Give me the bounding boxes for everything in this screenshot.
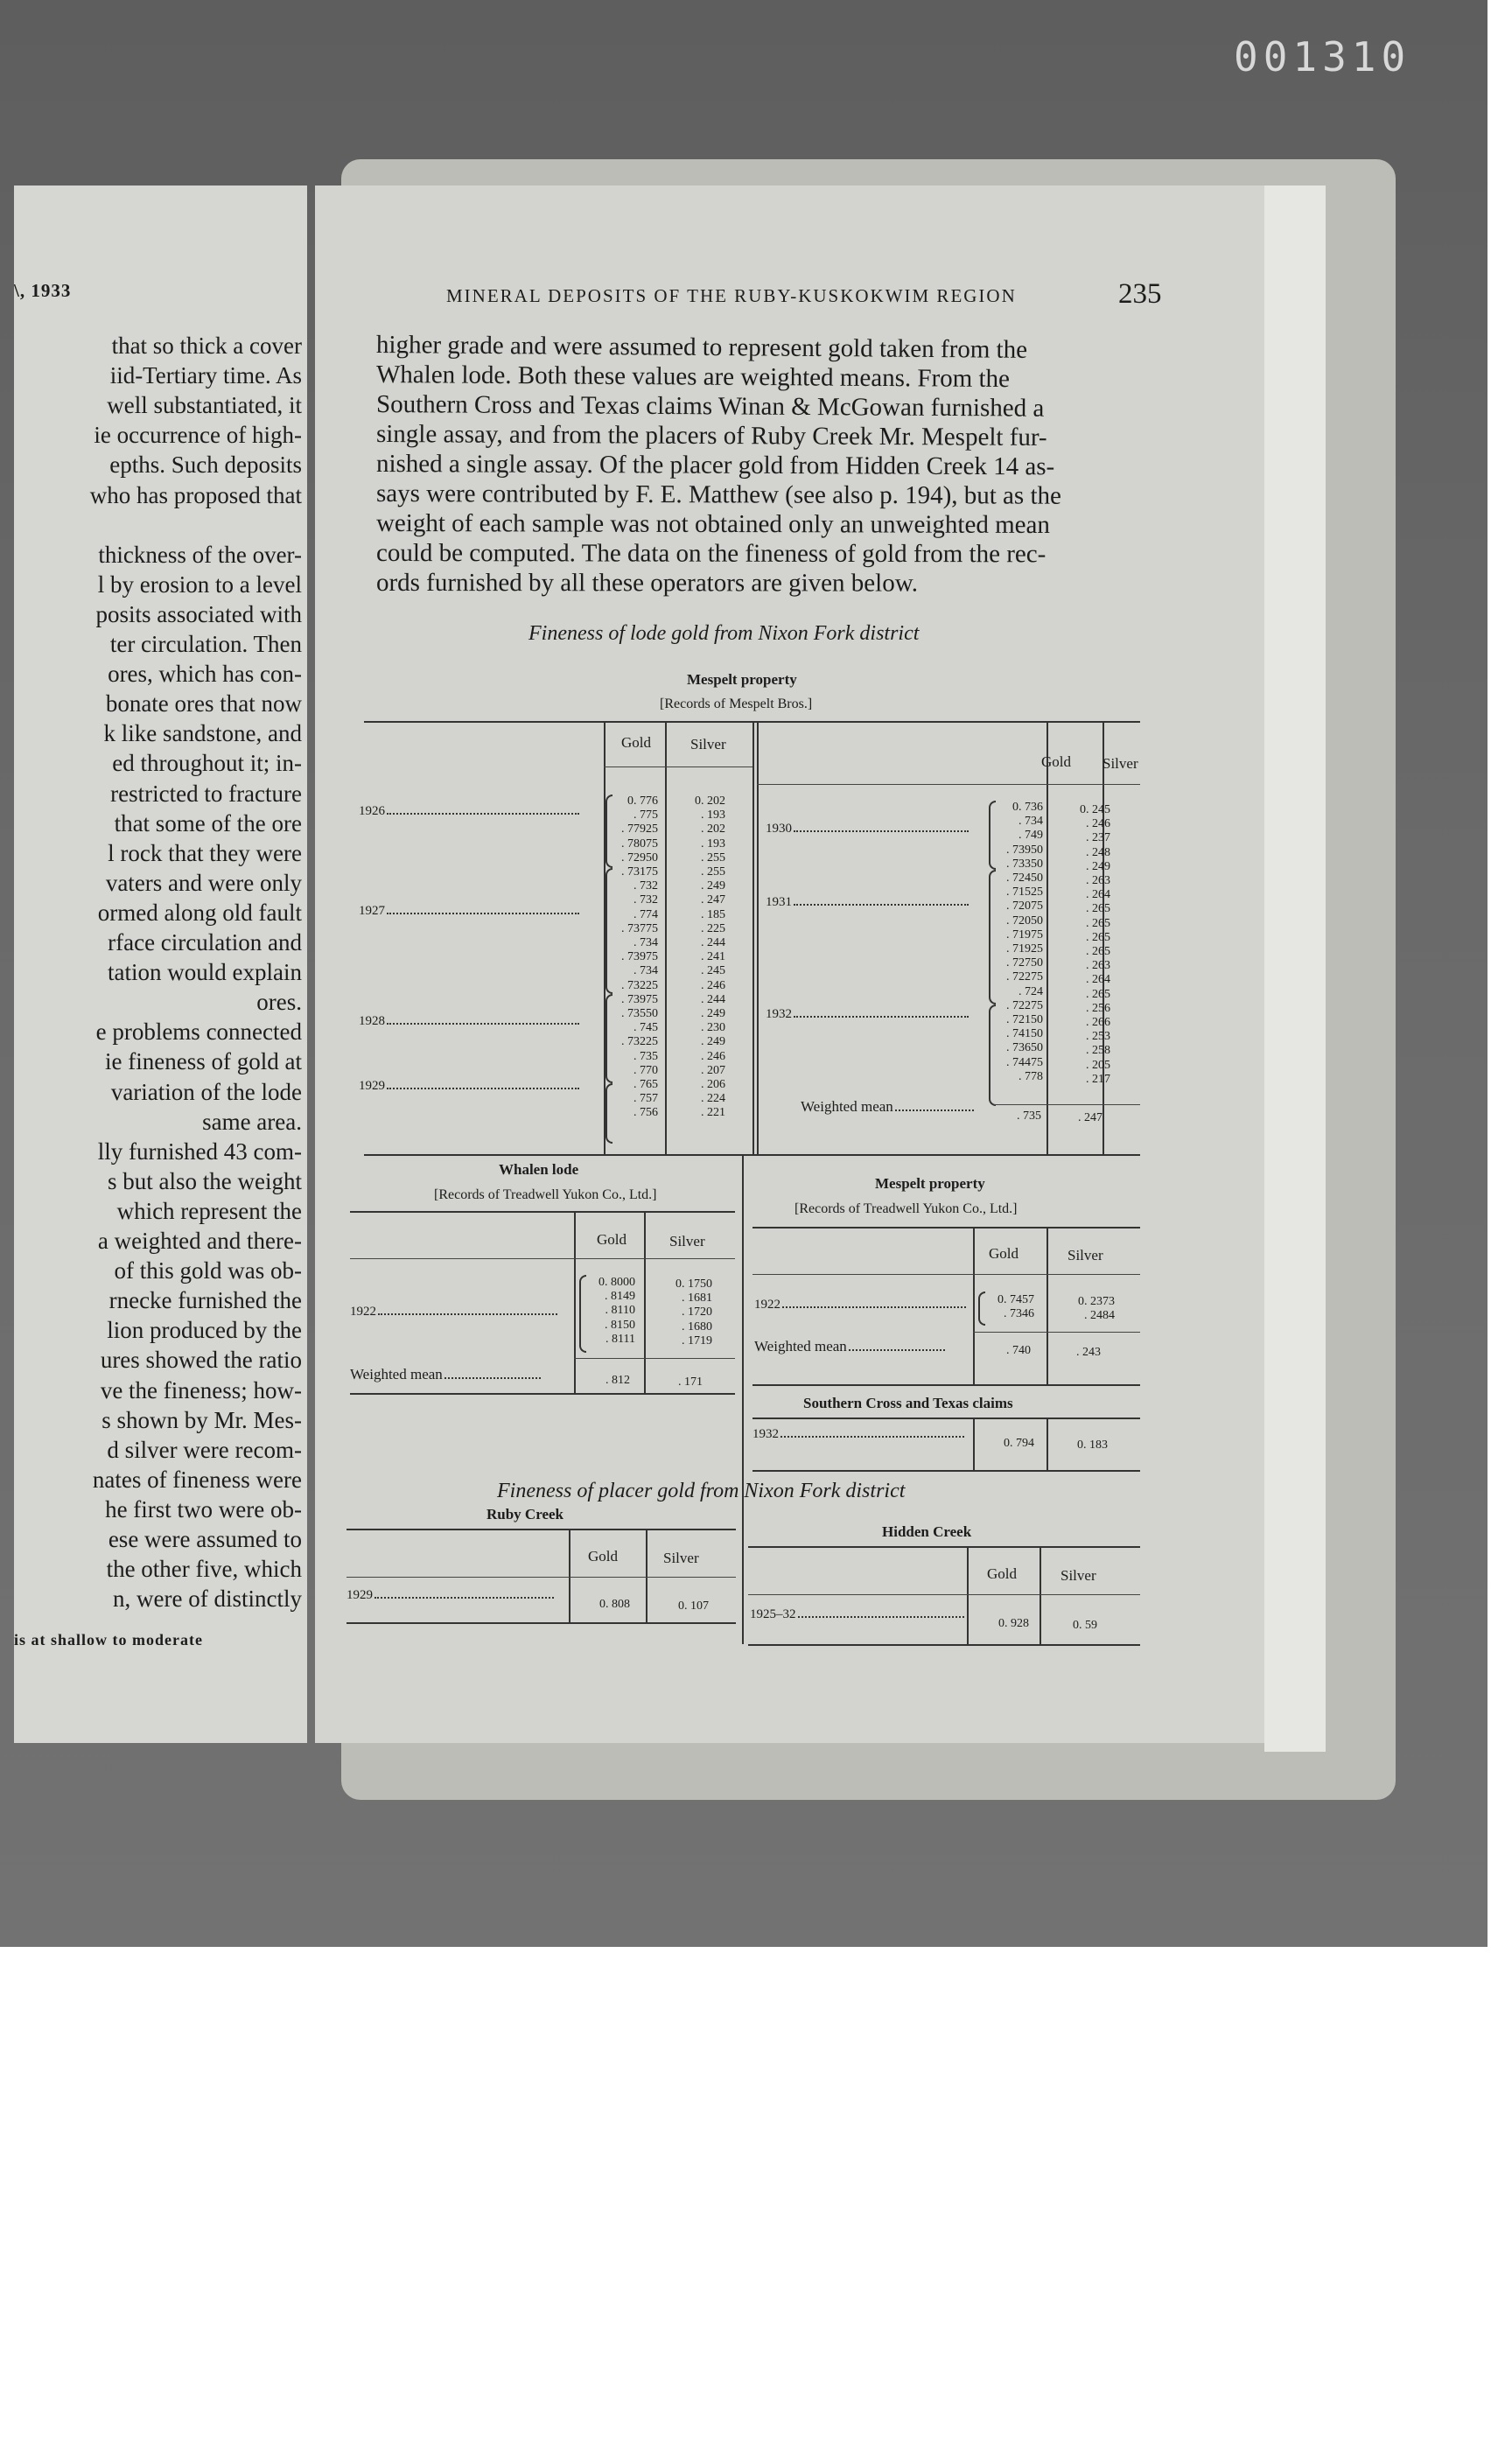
- left-page-line: who has proposed that: [89, 481, 302, 508]
- year-label: 1922: [350, 1305, 376, 1319]
- left-page-line: which represent the: [116, 1197, 302, 1224]
- southern-cross-gold: 0. 794: [1004, 1437, 1034, 1450]
- mespelt-treadwell-subtitle: [Records of Treadwell Yukon Co., Ltd.]: [794, 1201, 1018, 1216]
- year-label: 1927: [359, 904, 385, 918]
- year-row: [350, 1306, 557, 1319]
- year-row: [359, 905, 579, 918]
- paragraph-line: weight of each sample was not obtained only an unweighted mean: [375, 509, 1050, 540]
- year-label: 1922: [754, 1298, 780, 1312]
- year-row: [766, 1008, 969, 1021]
- left-page-line: he first two were ob-: [105, 1495, 302, 1522]
- mespelt-treadwell-gold-values: 0. 7457 . 7346: [998, 1293, 1034, 1321]
- year-row: [359, 1080, 579, 1093]
- mespelt-treadwell-mean-silver: . 243: [1076, 1346, 1101, 1359]
- mespelt-bros-right-silver-header: Silver: [1102, 755, 1138, 772]
- left-page-line: nates of fineness were: [92, 1466, 302, 1493]
- page-edge: [1264, 186, 1326, 1752]
- weighted-mean-label: Weighted mean: [754, 1338, 847, 1354]
- mespelt-bros-left-gold-header: Gold: [621, 734, 651, 751]
- paragraph-line: ords furnished by all these operators are given below.: [375, 569, 919, 598]
- left-page-line: ed throughout it; in-: [112, 750, 302, 777]
- right-page: [315, 186, 1264, 1743]
- year-label: 1932: [766, 1007, 792, 1021]
- year-label: 1931: [766, 895, 792, 909]
- running-head: MINERAL DEPOSITS OF THE RUBY-KUSKOKWIM REGION: [446, 285, 1017, 306]
- weighted-mean-label: Weighted mean: [801, 1098, 893, 1115]
- left-page-line: well substantiated, it: [107, 392, 302, 419]
- left-page-line: ve the fineness; how-: [100, 1376, 302, 1404]
- mespelt-treadwell-gold-header: Gold: [989, 1245, 1018, 1262]
- paragraph-line: Whalen lode. Both these values are weighted means. From the: [375, 360, 1011, 394]
- left-page-line: the other five, which: [106, 1556, 302, 1583]
- left-page-line: restricted to fracture: [110, 780, 302, 807]
- year-row: [766, 822, 969, 836]
- paragraph-line: says were contributed by F. E. Matthew (see also p. 194), but as the: [375, 480, 1061, 510]
- left-page-line: l by erosion to a level: [97, 570, 302, 598]
- mespelt-bros-mean-gold: . 735: [1017, 1110, 1041, 1123]
- left-page-line: that so thick a cover: [111, 332, 302, 359]
- mespelt-bros-subtitle: [Records of Mespelt Bros.]: [660, 696, 813, 711]
- ruby-creek-silver-header: Silver: [663, 1550, 699, 1566]
- southern-cross-silver: 0. 183: [1077, 1438, 1108, 1452]
- year-label: 1930: [766, 822, 792, 836]
- left-page-line: ures showed the ratio: [100, 1347, 302, 1374]
- left-page-line: ores, which has con-: [108, 661, 302, 688]
- paragraph-line: could be computed. The data on the fineness of gold from the rec-: [375, 539, 1046, 569]
- left-page-line: ie fineness of gold at: [105, 1048, 302, 1075]
- whalen-gold-header: Gold: [597, 1231, 626, 1248]
- left-page-line: s but also the weight: [108, 1167, 302, 1194]
- mespelt-bros-left-silver-header: Silver: [690, 736, 726, 752]
- left-page-line: lion produced by the: [107, 1317, 302, 1344]
- mespelt-bros-weighted-mean: [801, 1099, 974, 1114]
- weighted-mean-label: Weighted mean: [350, 1366, 443, 1382]
- left-page-line: ormed along old fault: [97, 899, 302, 926]
- left-page-line: ter circulation. Then: [109, 631, 302, 657]
- left-page-line: n, were of distinctly: [113, 1586, 302, 1613]
- left-page: [14, 186, 307, 1743]
- hidden-creek-silver-header: Silver: [1060, 1567, 1096, 1584]
- mespelt-treadwell-mean-gold: . 740: [1006, 1344, 1031, 1357]
- left-page-line: iid-Tertiary time. As: [109, 362, 302, 389]
- year-row: [346, 1589, 554, 1602]
- left-page-line: tation would explain: [108, 959, 302, 986]
- mespelt-bros-right-gold-values: 0. 736 . 734 . 749 . 73950 . 73350 . 72450 . 71525 . 72075 . 72050 . 71975 . 71925 . 72750 . 72275 . 724 . 72275 . 72150 . 74150 . 73650 . 74475 . 778: [1006, 801, 1043, 1083]
- whalen-weighted-mean: [350, 1367, 541, 1382]
- lode-table-caption: Fineness of lode gold from Nixon Fork district: [528, 622, 920, 645]
- left-page-line: variation of the lode: [110, 1078, 302, 1105]
- year-row: [752, 1428, 964, 1441]
- left-page-header: \, 1933: [14, 280, 72, 301]
- ruby-creek-gold: 0. 808: [599, 1598, 630, 1611]
- mespelt-bros-right-silver-values: 0. 245 . 246 . 237 . 248 . 249 . 263 . 264 . 265 . 265 . 265 . 265 . 263 . 264 . 265 . 256 . 266 . 253 . 258 . 205 . 217: [1080, 803, 1110, 1086]
- mespelt-bros-title: Mespelt property: [687, 671, 797, 688]
- left-page-line: lly furnished 43 com-: [97, 1138, 302, 1165]
- left-page-line: l rock that they were: [108, 839, 302, 866]
- left-page-line: rface circulation and: [108, 929, 302, 956]
- left-page-line: e problems connected: [95, 1018, 302, 1046]
- whalen-silver-values: 0. 1750 . 1681 . 1720 . 1680 . 1719: [676, 1278, 712, 1348]
- left-page-line: of this gold was ob-: [114, 1257, 302, 1284]
- placer-table-caption: Fineness of placer gold from Nixon Fork district: [497, 1480, 906, 1502]
- year-label: 1929: [359, 1079, 385, 1093]
- left-page-line: s shown by Mr. Mes-: [102, 1406, 302, 1433]
- left-page-line: thickness of the over-: [98, 541, 302, 568]
- left-page-line: ores.: [256, 989, 302, 1016]
- ruby-creek-title: Ruby Creek: [486, 1506, 564, 1522]
- year-row: [754, 1298, 966, 1312]
- mespelt-treadwell-silver-header: Silver: [1068, 1247, 1103, 1264]
- hidden-creek-gold-header: Gold: [987, 1565, 1017, 1582]
- left-page-line: d silver were recom-: [107, 1436, 302, 1463]
- hidden-creek-gold: 0. 928: [998, 1617, 1029, 1630]
- year-label: 1926: [359, 804, 385, 818]
- whalen-silver-header: Silver: [669, 1233, 705, 1250]
- left-page-line: posits associated with: [95, 600, 302, 627]
- left-page-line: ese were assumed to: [108, 1526, 302, 1552]
- paragraph-line: higher grade and were assumed to represent gold taken from the: [375, 331, 1028, 364]
- southern-cross-title: Southern Cross and Texas claims: [803, 1395, 1013, 1411]
- left-page-footer: is at shallow to moderate: [14, 1631, 203, 1648]
- mespelt-bros-left-silver-values: 0. 202 . 193 . 202 . 193 . 255 . 255 . 249 . 247 . 185 . 225 . 244 . 241 . 245 . 246 . 244 . 249 . 230 . 249 . 246 . 207 . 206 . 224 . 221: [695, 794, 725, 1120]
- paragraph-line: single assay, and from the placers of Ruby Creek Mr. Mespelt fur-: [375, 420, 1047, 452]
- whalen-mean-silver: . 171: [678, 1376, 703, 1389]
- left-page-line: rnecke furnished the: [108, 1287, 302, 1314]
- hidden-creek-silver: 0. 59: [1073, 1619, 1097, 1632]
- mespelt-bros-left-gold-values: 0. 776 . 775 . 77925 . 78075 . 72950 . 73175 . 732 . 732 . 774 . 73775 . 734 . 73975 . 734 . 73225 . 73975 . 73550 . 745 . 73225 . 735 . 770 . 765 . 757 . 756: [621, 794, 658, 1120]
- year-label: 1928: [359, 1014, 385, 1028]
- left-page-line: k like sandstone, and: [103, 720, 302, 747]
- whalen-gold-values: 0. 8000 . 8149 . 8110 . 8150 . 8111: [598, 1276, 635, 1346]
- left-page-line: epths. Such deposits: [109, 452, 302, 479]
- year-row: [359, 805, 579, 818]
- left-page-line: bonate ores that now: [105, 690, 302, 718]
- left-page-line: that some of the ore: [114, 809, 302, 836]
- whalen-lode-title: Whalen lode: [499, 1161, 579, 1178]
- mespelt-bros-mean-silver: . 247: [1078, 1111, 1102, 1124]
- ruby-creek-silver: 0. 107: [678, 1600, 709, 1613]
- whalen-lode-subtitle: [Records of Treadwell Yukon Co., Ltd.]: [434, 1187, 657, 1202]
- left-page-line: a weighted and there-: [97, 1228, 302, 1254]
- left-page-line: same area.: [202, 1108, 302, 1135]
- year-label: 1925–32: [750, 1607, 796, 1621]
- paragraph-line: nished a single assay. Of the placer gold from Hidden Creek 14 as-: [375, 450, 1055, 481]
- hidden-creek-title: Hidden Creek: [882, 1523, 972, 1540]
- mespelt-treadwell-title: Mespelt property: [875, 1175, 985, 1192]
- mespelt-treadwell-silver-values: 0. 2373 . 2484: [1078, 1295, 1115, 1323]
- page-number: 235: [1118, 278, 1162, 310]
- year-row: [359, 1015, 579, 1028]
- ruby-creek-gold-header: Gold: [588, 1548, 618, 1564]
- paragraph-line: Southern Cross and Texas claims Winan & McGowan furnished a: [375, 390, 1045, 423]
- left-page-line: ie occurrence of high-: [94, 422, 302, 449]
- year-label: 1929: [346, 1588, 373, 1602]
- year-row: [750, 1608, 964, 1621]
- year-row: [766, 896, 969, 909]
- whalen-mean-gold: . 812: [606, 1374, 630, 1387]
- mespelt-bros-right-gold-header: Gold: [1041, 753, 1071, 770]
- year-label: 1932: [752, 1427, 779, 1441]
- mespelt-treadwell-weighted-mean: [754, 1339, 945, 1354]
- archive-stamp-number: 001310: [1234, 33, 1411, 80]
- left-page-line: vaters and were only: [105, 869, 302, 896]
